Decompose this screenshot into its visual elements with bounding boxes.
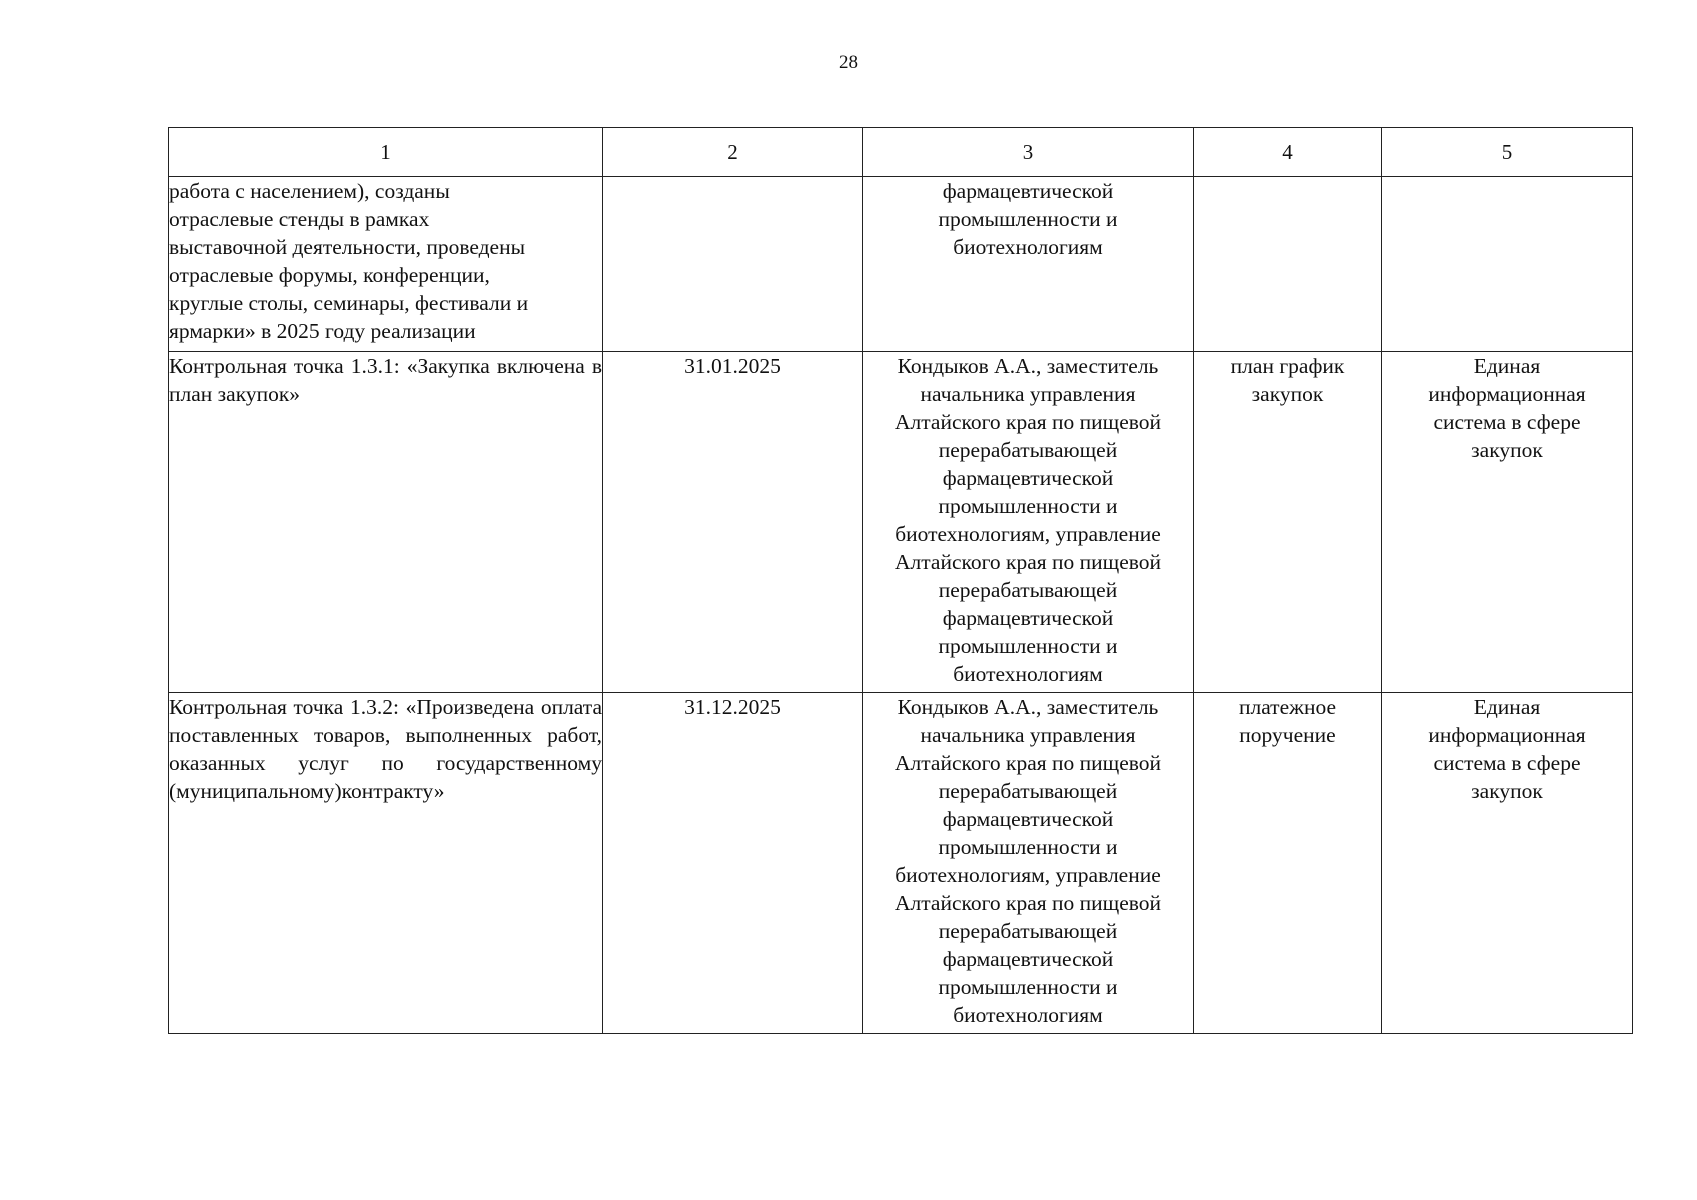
page-number: 28	[839, 52, 858, 73]
row-2-responsible-text: Кондыков А.А., заместитель начальника управления Алтайского края по пищевой перерабатывающей фармацевтической промышленности и биотехнологиям, управление Алтайского края по пищевой перерабатывающей фармацевтической промышленности и биотехнологиям	[894, 354, 1162, 686]
row-3-responsible-text: Кондыков А.А., заместитель начальника управления Алтайского края по пищевой перерабатывающей фармацевтической промышленности и биотехнологиям, управление Алтайского края по пищевой перерабатывающей фармацевтической промышленности и биотехнологиям	[894, 695, 1162, 1027]
row-2-responsible	[863, 352, 1194, 693]
row-3-description-text: Контрольная точка 1.3.2: «Произведена оплата поставленных товаров, выполненных работ, оказанных услуг по государственному (муниципальному)контракту»	[169, 695, 602, 803]
row-1-description-text: работа с населением), созданы отраслевые стенды в рамках выставочной деятельности, проведены отраслевые форумы, конференции, круглые столы, семинары, фестивали и ярмарки» в 2025 году реализации	[169, 179, 529, 343]
row-2-date	[603, 352, 863, 693]
row-2-document-text: план график закупок	[1230, 354, 1345, 406]
table-row	[169, 177, 1633, 352]
row-1-responsible-text: фармацевтической промышленности и биотехнологиям	[938, 179, 1118, 259]
plan-table	[168, 127, 1633, 1034]
row-2-system-text: Единая информационная система в сфере закупок	[1428, 354, 1586, 462]
row-3-document	[1194, 693, 1382, 1034]
row-3-system	[1382, 693, 1633, 1034]
row-3-document-text: платежное поручение	[1238, 695, 1337, 747]
row-3-system-text: Единая информационная система в сфере закупок	[1428, 695, 1586, 803]
column-header-2: 2	[603, 128, 863, 177]
row-1-description	[169, 177, 603, 352]
column-header-1: 1	[169, 128, 603, 177]
table-row	[169, 352, 1633, 693]
column-header-3: 3	[863, 128, 1194, 177]
row-3-date-text: 31.12.2025	[684, 695, 781, 719]
row-3-description	[169, 693, 603, 1034]
row-3-date	[603, 693, 863, 1034]
row-2-date-text: 31.01.2025	[684, 354, 781, 378]
table-row	[169, 693, 1633, 1034]
column-header-4: 4	[1194, 128, 1382, 177]
table-header-row	[169, 128, 1633, 177]
row-3-responsible	[863, 693, 1194, 1034]
row-1-date	[603, 177, 863, 352]
row-1-system	[1382, 177, 1633, 352]
row-2-description	[169, 352, 603, 693]
row-1-responsible	[863, 177, 1194, 352]
row-2-system	[1382, 352, 1633, 693]
row-2-document	[1194, 352, 1382, 693]
row-1-document	[1194, 177, 1382, 352]
row-2-description-text: Контрольная точка 1.3.1: «Закупка включена в план закупок»	[169, 354, 602, 406]
column-header-5: 5	[1382, 128, 1633, 177]
